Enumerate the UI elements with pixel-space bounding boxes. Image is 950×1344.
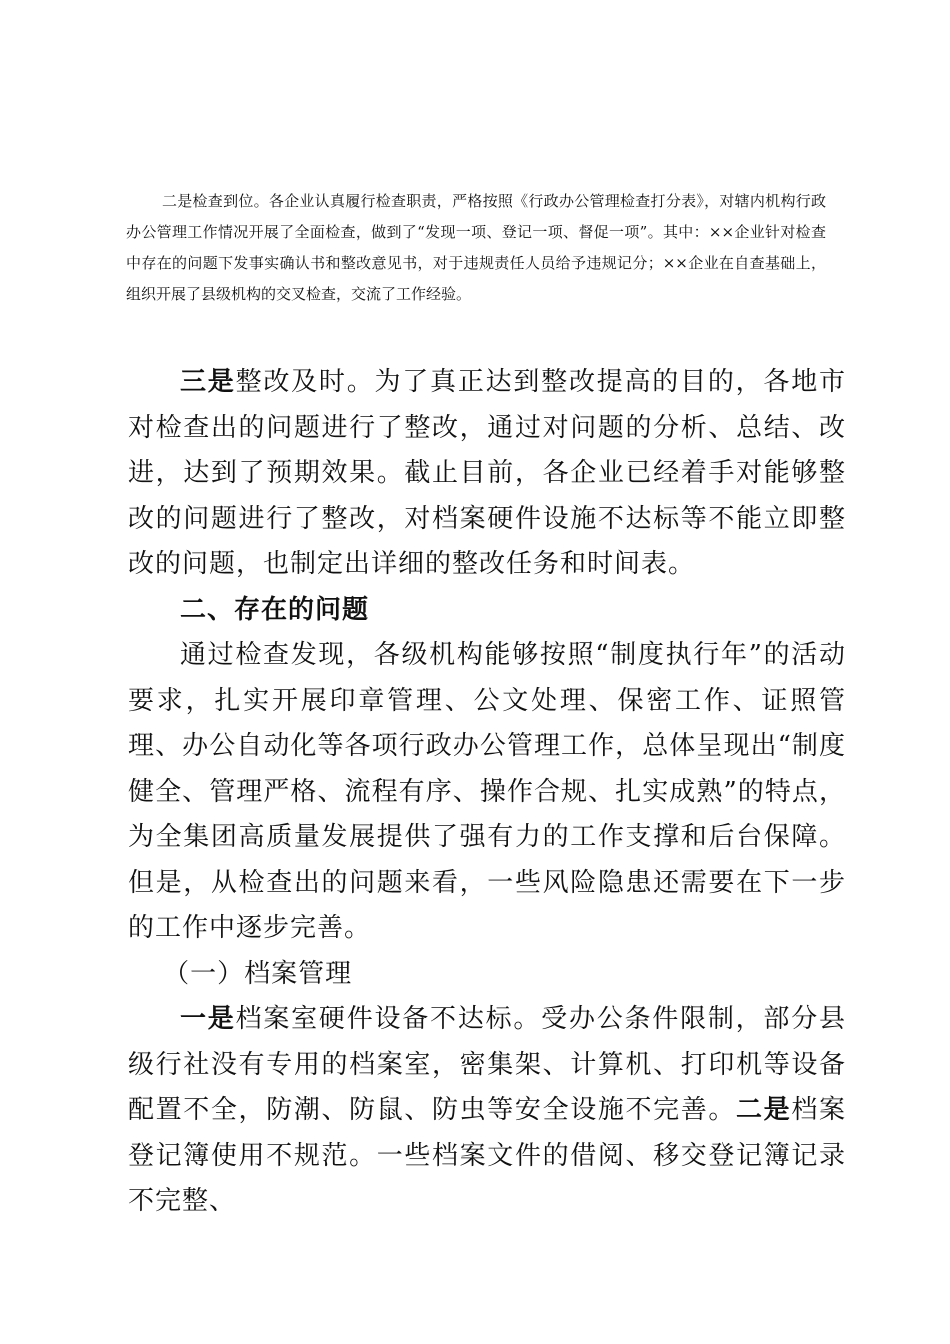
section-heading-problems: 二、存在的问题 xyxy=(180,594,370,625)
paragraph-inspection-in-place: 二是检查到位。各企业认真履行检查职责，严格按照《行政办公管理检查打分表》，对辖内机构行政办公管理工作情况开展了全面检查，做到了“发现一项、登记一项、督促一项”。其中：××企业针对检查中存在的问题下发事实确认书和整改意见书，对于违规责任人员给予违规记分；××企业在自查基础上，组织开展了县级机构的交叉检查，交流了工作经验。 xyxy=(126,192,826,303)
lead-yi-shi: 一是 xyxy=(180,1004,236,1034)
lead-er-shi: 二是 xyxy=(736,1095,792,1125)
paragraph-rectification-timely xyxy=(128,360,846,588)
subheading-archive-management: （一）档案管理 xyxy=(163,958,353,989)
paragraph-inspection-findings: 通过检查发现，各级机构能够按照“制度执行年”的活动要求，扎实开展印章管理、公文处理、保密工作、证照管理、办公自动化等各项行政办公管理工作，总体呈现出“制度健全、管理严格、流程有序、操作合规、扎实成熟”的特点，为全集团高质量发展提供了强有力的工作支撑和后台保障。但是，从检查出的问题来看，一些风险隐患还需要在下一步的工作中逐步完善。 xyxy=(128,640,846,943)
lead-san-shi: 三是 xyxy=(180,367,236,397)
paragraph-rectification-text: 整改及时。为了真正达到整改提高的目的，各地市对检查出的问题进行了整改，通过对问题的分析、总结、改进，达到了预期效果。截止目前，各企业已经着手对能够整改的问题进行了整改，对档案硬件设施不达标等不能立即整改的问题，也制定出详细的整改任务和时间表。 xyxy=(128,367,846,579)
archive-issue-one-text: 档案室硬件设备不达标。受办公条件限制，部分县级行社没有专用的档案室，密集架、计算机、打印机等设备配置不全，防潮、防鼠、防虫等安全设施不完善。 xyxy=(128,1004,846,1125)
archive-issue-two-text: 档案登记簿使用不规范。一些档案文件的借阅、移交登记簿记录不完整、 xyxy=(128,1095,846,1216)
paragraph-archive-issues xyxy=(128,997,846,1225)
document-body xyxy=(128,360,846,1225)
